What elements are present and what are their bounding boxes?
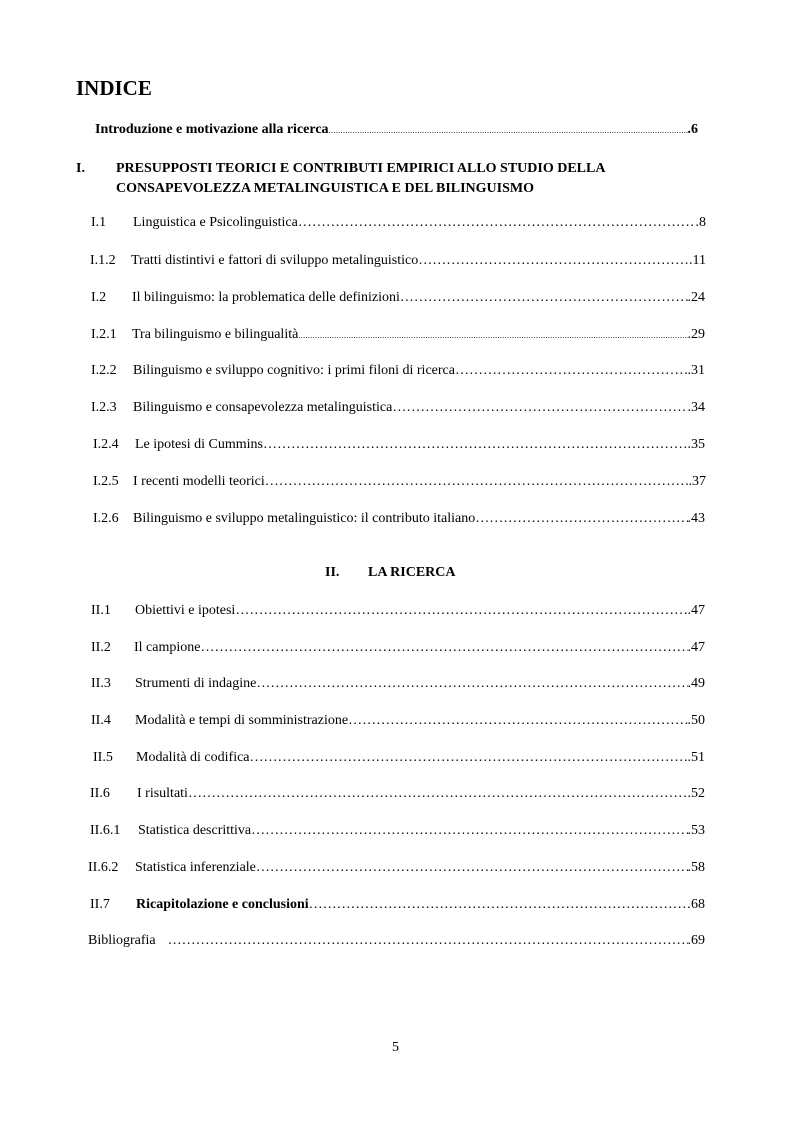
dot-leader bbox=[250, 750, 688, 766]
toc-entry-bibliography[interactable] bbox=[88, 933, 705, 949]
toc-entry-page: .43 bbox=[687, 511, 705, 526]
toc-entry-number: II.2 bbox=[91, 640, 111, 655]
toc-entry[interactable] bbox=[93, 437, 705, 453]
toc-entry-number: I.2.3 bbox=[91, 400, 117, 415]
toc-entry-page: .47 bbox=[687, 640, 705, 655]
dot-leader bbox=[298, 331, 687, 340]
toc-entry-number: II.1 bbox=[91, 603, 111, 618]
toc-entry[interactable] bbox=[91, 640, 705, 656]
toc-entry-number: I.2.2 bbox=[91, 363, 117, 378]
toc-entry-page: .11 bbox=[689, 253, 706, 268]
part-title-line1: PRESUPPOSTI TEORICI E CONTRIBUTI EMPIRICI ALLO STUDIO DELLA bbox=[116, 161, 606, 176]
toc-entry[interactable] bbox=[90, 897, 705, 913]
dot-leader bbox=[256, 860, 688, 876]
dot-leader bbox=[263, 437, 688, 453]
part-number: II. bbox=[325, 565, 340, 580]
toc-entry[interactable] bbox=[91, 363, 705, 379]
toc-entry-number: II.5 bbox=[93, 750, 113, 765]
toc-entry-intro[interactable] bbox=[95, 122, 698, 138]
dot-leader bbox=[235, 603, 687, 619]
toc-entry-number: I.2.5 bbox=[93, 474, 119, 489]
toc-entry-label: Bilinguismo e sviluppo cognitivo: i primi filoni di ricerca bbox=[133, 363, 455, 378]
dot-leader bbox=[348, 713, 687, 729]
toc-entry-number: II.6.2 bbox=[88, 860, 119, 875]
toc-entry-page: .35 bbox=[687, 437, 705, 452]
toc-entry-page: .37 bbox=[688, 474, 706, 489]
toc-entry[interactable] bbox=[90, 253, 706, 269]
part-title: LA RICERCA bbox=[368, 565, 456, 580]
dot-leader bbox=[256, 676, 687, 692]
toc-entry-page: .69 bbox=[687, 933, 705, 948]
toc-entry[interactable] bbox=[91, 713, 705, 729]
toc-entry-number: II.6.1 bbox=[90, 823, 121, 838]
part-title-line2: CONSAPEVOLEZZA METALINGUISTICA E DEL BILINGUISMO bbox=[116, 181, 535, 196]
toc-entry-number: I.2.1 bbox=[91, 327, 117, 342]
dot-leader bbox=[251, 823, 687, 839]
toc-entry-page: .24 bbox=[687, 290, 705, 305]
toc-entry[interactable] bbox=[91, 215, 706, 231]
toc-entry-number: I.2.6 bbox=[93, 511, 119, 526]
toc-entry-label: I risultati bbox=[137, 786, 188, 801]
toc-entry-label: Modalità e tempi di somministrazione bbox=[135, 713, 349, 728]
toc-entry-label: Obiettivi e ipotesi bbox=[135, 603, 236, 618]
dot-leader bbox=[188, 786, 688, 802]
dot-leader bbox=[168, 933, 688, 949]
toc-entry-number: II.7 bbox=[90, 897, 110, 912]
toc-entry-number: II.3 bbox=[91, 676, 111, 691]
toc-entry-number: II.4 bbox=[91, 713, 111, 728]
toc-entry-label: Il campione bbox=[134, 640, 201, 655]
toc-entry[interactable] bbox=[91, 603, 705, 619]
toc-entry[interactable] bbox=[93, 511, 705, 527]
toc-entry-page: .47 bbox=[687, 603, 705, 618]
toc-entry-label: Ricapitolazione e conclusioni bbox=[136, 897, 309, 912]
toc-entry-label: Introduzione e motivazione alla ricerca bbox=[95, 122, 329, 137]
toc-entry-page: .6 bbox=[687, 122, 698, 137]
toc-entry-label: Linguistica e Psicolinguistica bbox=[133, 215, 298, 230]
toc-entry-page: .50 bbox=[687, 713, 705, 728]
page-title: INDICE bbox=[76, 76, 152, 100]
toc-entry-page: 68 bbox=[691, 897, 705, 912]
dot-leader bbox=[329, 126, 688, 135]
toc-entry-page: .51 bbox=[687, 750, 705, 765]
toc-entry[interactable] bbox=[90, 786, 705, 802]
toc-entry-page: .8 bbox=[695, 215, 706, 230]
dot-leader bbox=[298, 215, 696, 231]
toc-entry-label: Tratti distintivi e fattori di sviluppo metalinguistico bbox=[131, 253, 419, 268]
toc-entry[interactable] bbox=[91, 327, 705, 343]
toc-entry-page: .34 bbox=[687, 400, 705, 415]
toc-entry-label: I recenti modelli teorici bbox=[133, 474, 265, 489]
toc-entry[interactable] bbox=[91, 400, 705, 416]
toc-entry[interactable] bbox=[91, 676, 705, 692]
dot-leader bbox=[455, 363, 688, 379]
toc-entry-label: Le ipotesi di Cummins bbox=[135, 437, 263, 452]
dot-leader bbox=[418, 253, 689, 269]
toc-entry[interactable] bbox=[91, 290, 705, 306]
toc-entry-label: Statistica descrittiva bbox=[138, 823, 252, 838]
toc-entry-label: Modalità di codifica bbox=[136, 750, 250, 765]
toc-entry-page: .53 bbox=[687, 823, 705, 838]
dot-leader bbox=[392, 400, 687, 416]
toc-entry[interactable] bbox=[93, 750, 705, 766]
dot-leader bbox=[309, 897, 691, 913]
toc-entry-page: .52 bbox=[687, 786, 705, 801]
toc-entry-label: Bilinguismo e sviluppo metalinguistico: il contributo italiano bbox=[133, 511, 476, 526]
toc-entry-label: Il bilinguismo: la problematica delle definizioni bbox=[132, 290, 400, 305]
toc-entry-number: I.1 bbox=[91, 215, 107, 230]
toc-entry-number: I.2 bbox=[91, 290, 107, 305]
toc-entry-number: I.1.2 bbox=[90, 253, 116, 268]
toc-entry-label: Statistica inferenziale bbox=[135, 860, 256, 875]
toc-entry-page: .29 bbox=[687, 327, 705, 342]
toc-entry-page: .31 bbox=[687, 363, 705, 378]
dot-leader bbox=[475, 511, 687, 527]
toc-entry-number: II.6 bbox=[90, 786, 110, 801]
part-number: I. bbox=[76, 161, 85, 176]
toc-entry-number: I.2.4 bbox=[93, 437, 119, 452]
dot-leader bbox=[400, 290, 688, 306]
toc-entry-page: .49 bbox=[687, 676, 705, 691]
toc-entry-label: Strumenti di indagine bbox=[135, 676, 257, 691]
toc-entry-label: Bibliografia bbox=[88, 933, 156, 948]
dot-leader bbox=[265, 474, 689, 490]
toc-entry-page: .58 bbox=[687, 860, 705, 875]
page-number: 5 bbox=[392, 1040, 399, 1055]
toc-entry[interactable] bbox=[93, 474, 706, 490]
dot-leader bbox=[200, 640, 687, 656]
toc-entry-label: Tra bilinguismo e bilingualità bbox=[132, 327, 299, 342]
toc-entry-label: Bilinguismo e consapevolezza metalinguistica bbox=[133, 400, 393, 415]
toc-entry[interactable] bbox=[88, 860, 705, 876]
toc-entry[interactable] bbox=[90, 823, 705, 839]
part-heading-2 bbox=[325, 565, 456, 581]
